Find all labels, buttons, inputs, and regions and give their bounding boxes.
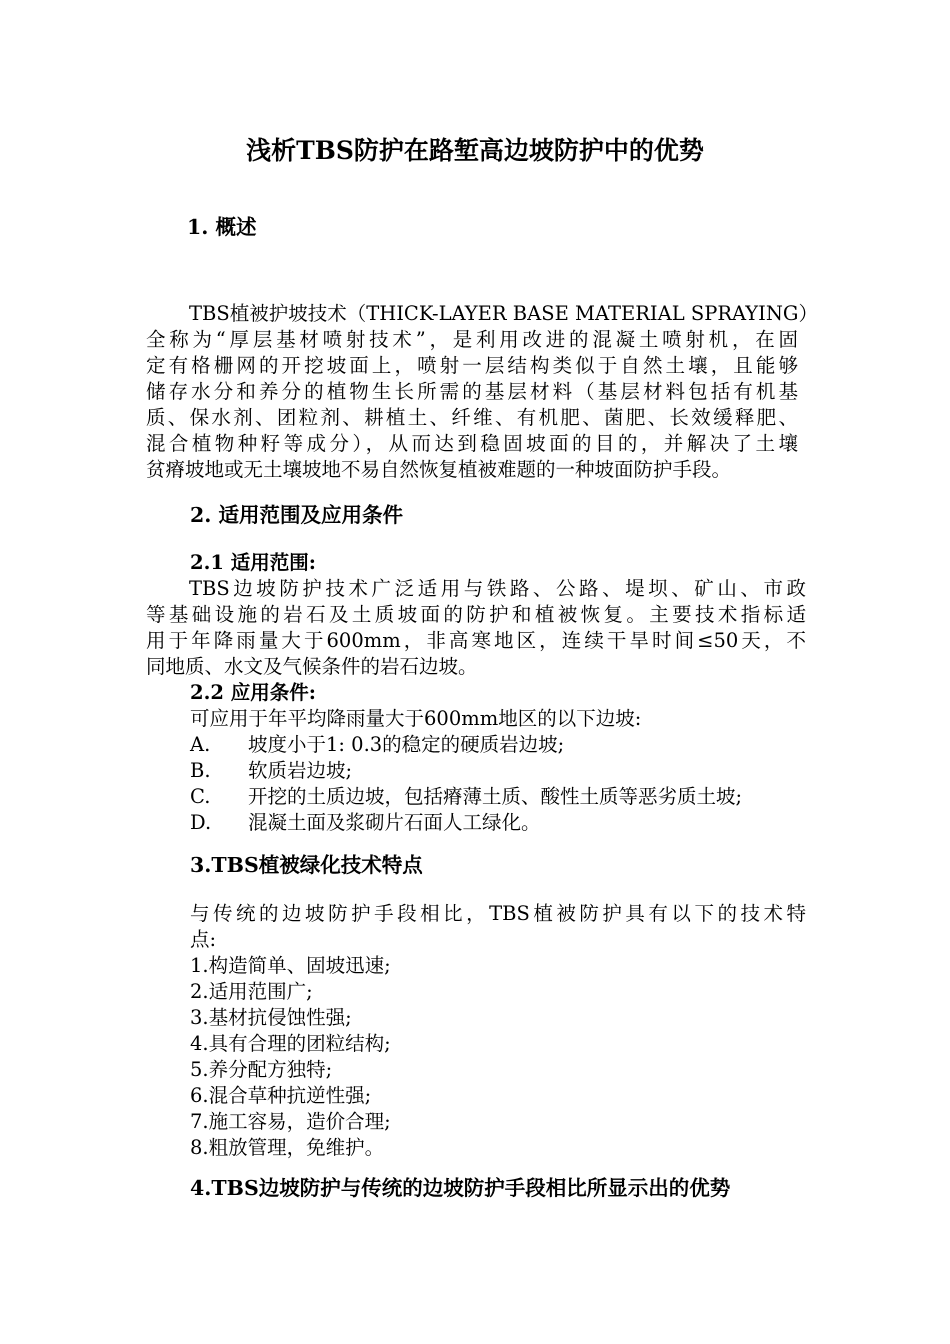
condition-item-marker: B.	[190, 759, 211, 782]
feature-item: 8.粗放管理，免维护。	[190, 1136, 385, 1159]
section-1-paragraph-line: 定有格栅网的开挖坡面上，喷射一层结构类似于自然土壤，且能够	[146, 354, 798, 377]
section-1-paragraph-line: 混合植物种籽等成分），从而达到稳固坡面的目的，并解决了土壤	[146, 432, 798, 455]
section-1-paragraph-line: 贫瘠坡地或无土壤坡地不易自然恢复植被难题的一种坡面防护手段。	[146, 458, 732, 481]
feature-item: 5.养分配方独特;	[190, 1058, 333, 1081]
section-3-intro-line: 与传统的边坡防护手段相比，TBS植被防护具有以下的技术特	[190, 902, 806, 925]
section-1-paragraph-line: TBS植被护坡技术（THICK-LAYER BASE MATERIAL SPRAYING）	[189, 302, 819, 325]
condition-item	[190, 810, 541, 836]
feature-item: 6.混合草种抗逆性强;	[190, 1084, 372, 1107]
condition-item-marker: A.	[190, 733, 211, 756]
feature-item: 3.基材抗侵蚀性强;	[190, 1006, 352, 1029]
section-4-heading: 4.TBS边坡防护与传统的边坡防护手段相比所显示出的优势	[190, 1176, 731, 1200]
section-1-paragraph-line: 质、保水剂、团粒剂、耕植土、纤维、有机肥、菌肥、长效缓释肥、	[146, 406, 798, 429]
feature-item: 2.适用范围广;	[190, 980, 313, 1003]
condition-item-text: 坡度小于1: 0.3的稳定的硬质岩边坡;	[248, 733, 565, 756]
feature-item: 4.具有合理的团粒结构;	[190, 1032, 391, 1055]
section-1-heading: 1. 概述	[187, 215, 257, 239]
condition-item-text: 混凝土面及浆砌片石面人工绿化。	[248, 811, 541, 834]
section-2-1-heading: 2.1 适用范围:	[190, 551, 316, 574]
condition-item	[190, 758, 352, 784]
section-2-2-heading: 2.2 应用条件:	[190, 681, 316, 704]
condition-item	[190, 732, 564, 758]
condition-item-marker: D.	[190, 811, 212, 834]
document-title: 浅析TBS防护在路堑高边坡防护中的优势	[246, 136, 704, 165]
section-2-1-paragraph-line: 用于年降雨量大于600mm，非高寒地区，连续干旱时间≤50天，不	[146, 629, 806, 652]
condition-item	[190, 784, 742, 810]
section-2-1-paragraph-line: 等基础设施的岩石及土质坡面的防护和植被恢复。主要技术指标适	[146, 603, 806, 626]
section-2-1-paragraph-line: 同地质、水文及气候条件的岩石边坡。	[146, 655, 478, 678]
section-1-paragraph-line: 储存水分和养分的植物生长所需的基层材料（基层材料包括有机基	[146, 380, 798, 403]
condition-item-text: 软质岩边坡;	[248, 759, 353, 782]
feature-item: 7.施工容易，造价合理;	[190, 1110, 391, 1133]
section-2-1-paragraph-line: TBS边坡防护技术广泛适用与铁路、公路、堤坝、矿山、市政	[189, 577, 806, 600]
section-3-heading: 3.TBS植被绿化技术特点	[190, 853, 423, 877]
section-1-paragraph-line: 全称为“厚层基材喷射技术”，是利用改进的混凝土喷射机，在固	[146, 328, 798, 351]
section-2-2-intro: 可应用于年平均降雨量大于600mm地区的以下边坡:	[190, 707, 642, 730]
condition-item-marker: C.	[190, 785, 211, 808]
feature-item: 1.构造简单、固坡迅速;	[190, 954, 391, 977]
section-2-heading: 2. 适用范围及应用条件	[190, 503, 404, 527]
section-3-intro-line: 点:	[190, 928, 217, 951]
condition-item-text: 开挖的土质边坡，包括瘠薄土质、酸性土质等恶劣质土坡;	[248, 785, 743, 808]
